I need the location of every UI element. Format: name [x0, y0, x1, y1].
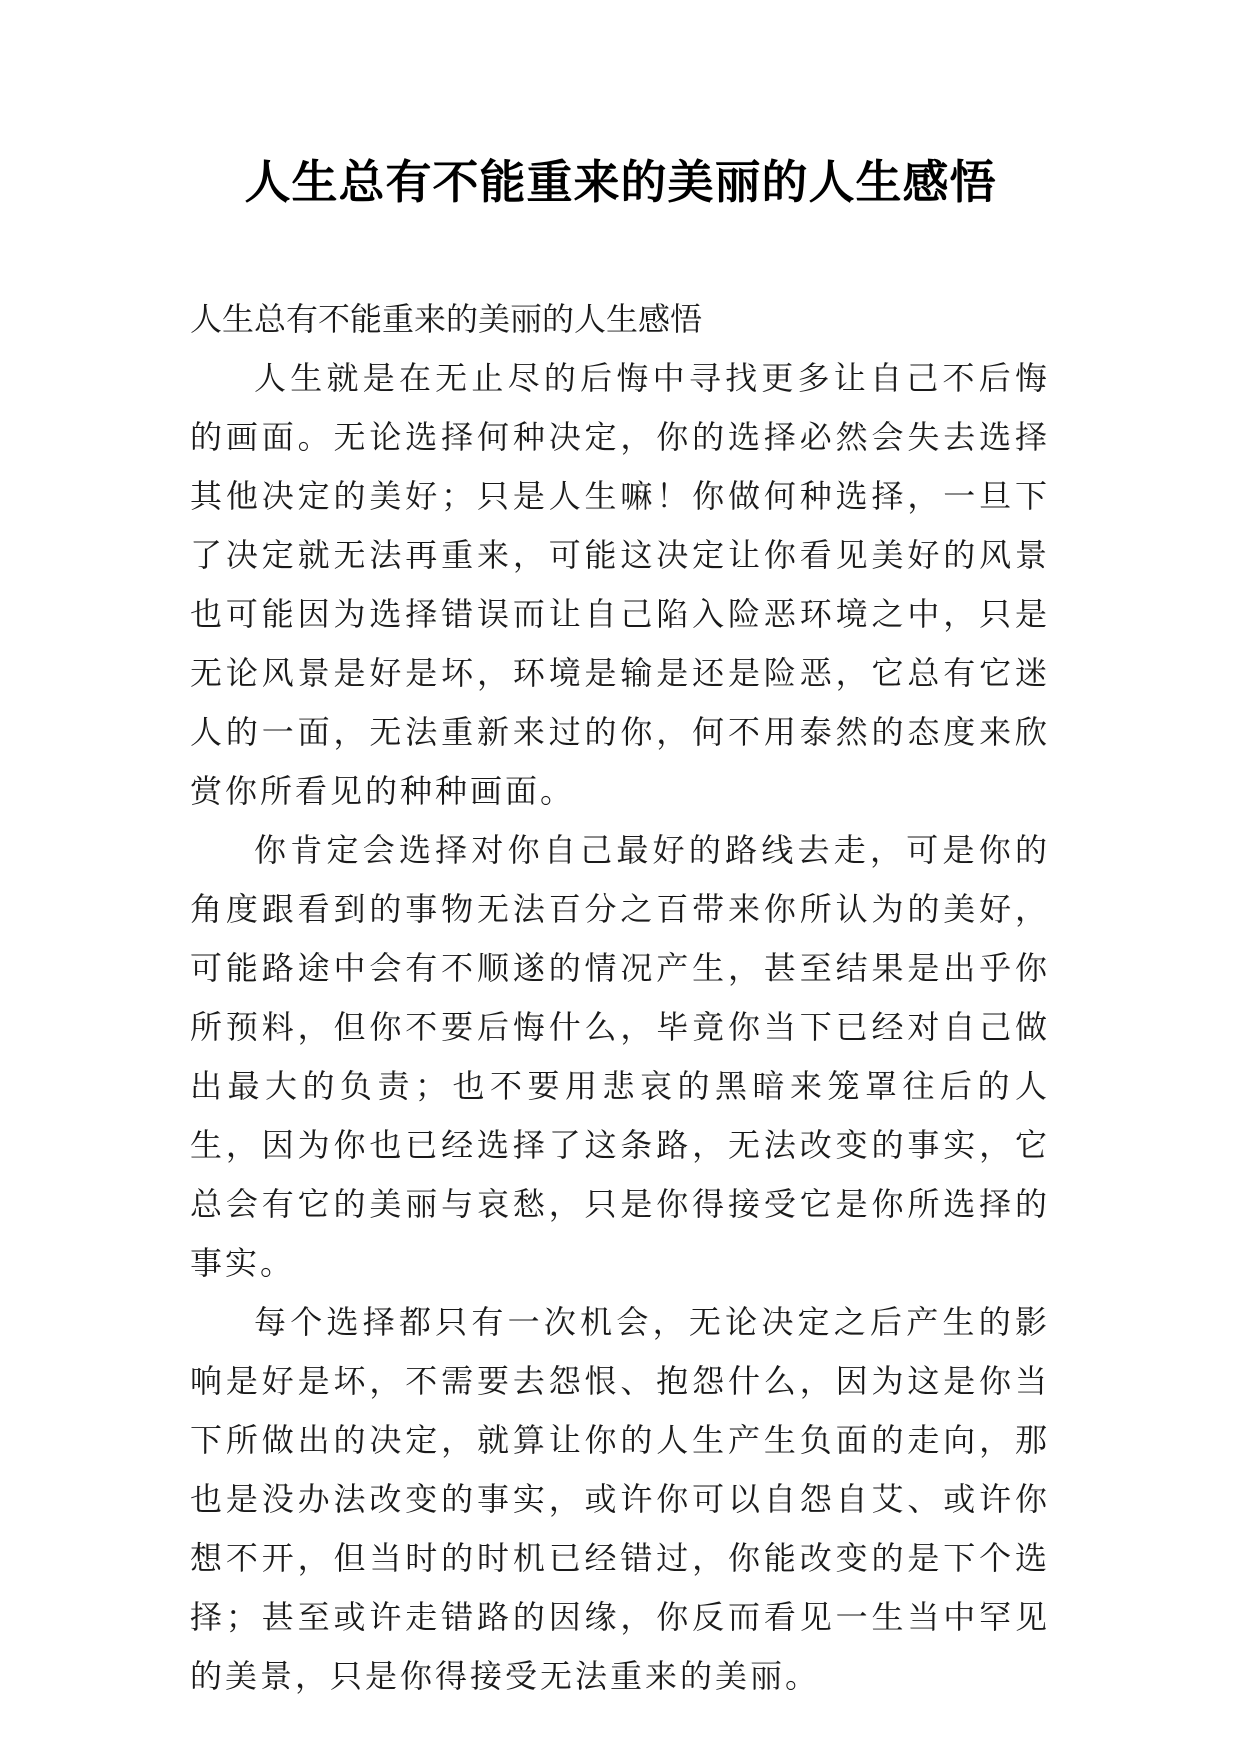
paragraph-1: 人生就是在无止尽的后悔中寻找更多让自己不后悔的画面。无论选择何种决定，你的选择必然会失去选择其他决定的美好；只是人生嘛！你做何种选择，一旦下了决定就无法再重来，可能这决定让你看见美好的风景也可能因为选择错误而让自己陷入险恶环境之中，只是无论风景是好是坏，环境是输是还是险恶，它总有它迷人的一面，无法重新来过的你，何不用泰然的态度来欣赏你所看见的种种画面。: [190, 359, 1050, 810]
paragraph-3: 每个选择都只有一次机会，无论决定之后产生的影响是好是坏，不需要去怨恨、抱怨什么，因为这是你当下所做出的决定，就算让你的人生产生负面的走向，那也是没办法改变的事实，或许你可以自怨自艾、或许你想不开，但当时的时机已经错过，你能改变的是下个选择；甚至或许走错路的因缘，你反而看见一生当中罕见的美景，只是你得接受无法重来的美丽。: [190, 1303, 1050, 1695]
document-subtitle: 人生总有不能重来的美丽的人生感悟: [190, 300, 703, 338]
document-title: 人生总有不能重来的美丽的人生感悟: [244, 155, 997, 209]
document-body: [190, 290, 1050, 1706]
paragraph-2: 你肯定会选择对你自己最好的路线去走，可是你的角度跟看到的事物无法百分之百带来你所认为的美好，可能路途中会有不顺遂的情况产生，甚至结果是出乎你所预料，但你不要后悔什么，毕竟你当下已经对自己做出最大的负责；也不要用悲哀的黑暗来笼罩往后的人生，因为你也已经选择了这条路，无法改变的事实，它总会有它的美丽与哀愁，只是你得接受它是你所选择的事实。: [190, 831, 1050, 1282]
